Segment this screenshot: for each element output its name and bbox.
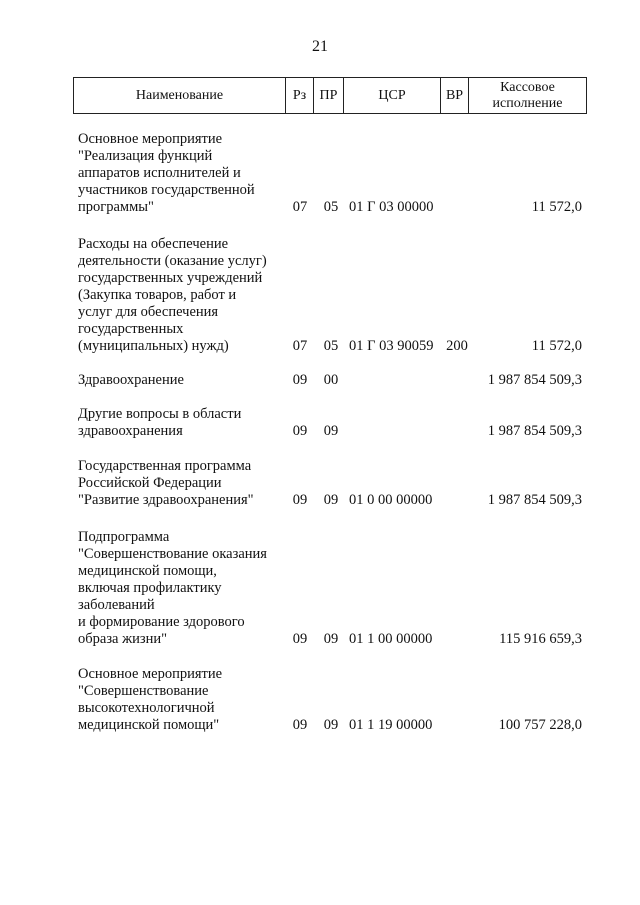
row-pr: 09 — [323, 631, 339, 647]
row-name: Государственная программа Российской Федерации "Развитие здравоохранения" — [78, 458, 254, 508]
header-name: Наименование — [74, 78, 286, 114]
row-pr: 09 — [323, 423, 339, 439]
row-pr: 09 — [323, 492, 339, 508]
row-name: Основное мероприятие "Совершенствование высокотехнологичной медицинской помощи" — [78, 666, 223, 733]
row-name: Расходы на обеспечение деятельности (оказание услуг) государственных учреждений (Закупка товаров, работ и услуг для обеспечения государственных (муниципальных) нужд) — [78, 236, 267, 354]
table-row — [0, 233, 640, 355]
header-csr: ЦСР — [344, 78, 441, 114]
header-pr: ПР — [314, 78, 344, 114]
row-amount: 11 572,0 — [531, 338, 582, 354]
row-csr: 01 0 00 00000 — [349, 492, 433, 508]
table-row — [0, 372, 640, 389]
header-vr: ВР — [441, 78, 469, 114]
page-number: 21 — [312, 38, 328, 55]
row-pr: 05 — [323, 338, 339, 354]
row-amount: 1 987 854 509,3 — [487, 372, 582, 388]
table-row — [0, 128, 640, 216]
row-amount: 1 987 854 509,3 — [487, 423, 582, 439]
row-rz: 07 — [292, 199, 308, 215]
row-pr: 00 — [323, 372, 339, 388]
row-rz: 09 — [292, 423, 308, 439]
row-pr: 09 — [323, 717, 339, 733]
row-csr: 01 Г 03 90059 — [349, 338, 434, 354]
table-row — [0, 457, 640, 509]
row-rz: 07 — [292, 338, 308, 354]
row-csr: 01 Г 03 00000 — [349, 199, 434, 215]
row-name: Другие вопросы в области здравоохранения — [78, 406, 242, 439]
row-name: Здравоохранение — [78, 372, 184, 388]
row-amount: 11 572,0 — [531, 199, 582, 215]
header-rz: Рз — [286, 78, 314, 114]
row-rz: 09 — [292, 372, 308, 388]
row-rz: 09 — [292, 492, 308, 508]
table-header — [73, 77, 587, 114]
row-rz: 09 — [292, 717, 308, 733]
row-vr: 200 — [446, 338, 468, 354]
row-name: Подпрограмма "Совершенствование оказания медицинской помощи, включая профилактику заболеваний и формирование здорового образа жизни" — [78, 529, 267, 647]
row-name: Основное мероприятие "Реализация функций аппаратов исполнителей и участников государственной программы" — [78, 131, 255, 215]
row-amount: 100 757 228,0 — [498, 717, 582, 733]
row-pr: 05 — [323, 199, 339, 215]
table-row — [0, 406, 640, 440]
row-csr: 01 1 19 00000 — [349, 717, 433, 733]
row-csr: 01 1 00 00000 — [349, 631, 433, 647]
row-amount: 1 987 854 509,3 — [487, 492, 582, 508]
row-rz: 09 — [292, 631, 308, 647]
header-amount: Кассовое исполнение — [469, 78, 587, 114]
table-row — [0, 664, 640, 734]
row-amount: 115 916 659,3 — [499, 631, 582, 647]
table-row — [0, 526, 640, 648]
